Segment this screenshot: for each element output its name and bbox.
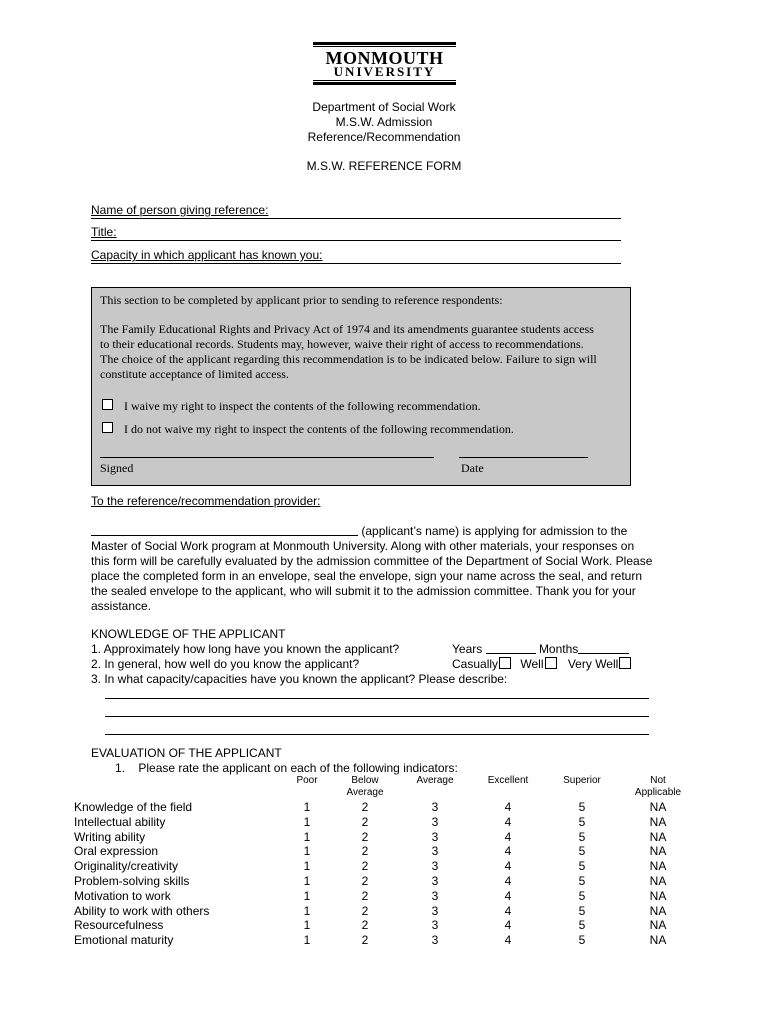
ferpa-paragraph <box>100 322 597 382</box>
rating-option[interactable]: NA <box>649 874 667 888</box>
waiver-section <box>91 287 631 486</box>
rating-option[interactable]: 1 <box>303 933 311 947</box>
signed-label: Signed <box>100 461 134 475</box>
provider-first-line <box>91 524 691 539</box>
rating-option[interactable]: 5 <box>578 933 586 947</box>
rating-row-label: Resourcefulness <box>74 918 164 932</box>
rating-option[interactable]: NA <box>649 918 667 932</box>
rating-option[interactable]: 5 <box>578 918 586 932</box>
rating-option[interactable]: 2 <box>361 815 369 829</box>
rating-row-label: Originality/creativity <box>74 859 179 873</box>
rating-option[interactable]: 4 <box>504 889 512 903</box>
rating-row-label: Writing ability <box>74 830 146 844</box>
ferpa-line: The Family Educational Rights and Privacy Act of 1974 and its amendments guarantee students access <box>100 322 594 336</box>
rating-option[interactable]: NA <box>649 859 667 873</box>
rating-option[interactable]: 5 <box>578 874 586 888</box>
rating-row-label: Oral expression <box>74 844 159 858</box>
capacity-field[interactable] <box>91 248 621 264</box>
rating-option[interactable]: 3 <box>431 889 439 903</box>
rating-option[interactable]: 3 <box>431 874 439 888</box>
rating-option[interactable]: 3 <box>431 815 439 829</box>
rating-option[interactable]: 3 <box>431 844 439 858</box>
reference-name-label: Name of person giving reference: <box>91 203 269 217</box>
rating-option[interactable]: 4 <box>504 844 512 858</box>
rating-option[interactable]: 4 <box>504 874 512 888</box>
capacity-answer-line[interactable] <box>105 734 649 735</box>
rating-option[interactable]: 5 <box>578 889 586 903</box>
rating-option[interactable]: 4 <box>504 933 512 947</box>
program-name: M.S.W. Admission <box>335 115 433 129</box>
column-header-average <box>405 775 465 787</box>
years-field[interactable] <box>486 642 536 654</box>
rating-option[interactable]: 4 <box>504 918 512 932</box>
rating-option[interactable]: 3 <box>431 859 439 873</box>
provider-line: this form will be carefully evaluated by the admission committee of the Department of Social Work. Please <box>91 554 653 568</box>
rating-option[interactable]: 1 <box>303 859 311 873</box>
rating-option[interactable]: 1 <box>303 889 311 903</box>
provider-line: the sealed envelope to the applicant, who will submit it to the admission committee. Thank you for your <box>91 584 636 598</box>
column-header-line: Below <box>351 775 379 786</box>
column-header-superior <box>552 775 612 787</box>
column-header-line: Applicable <box>634 787 682 798</box>
logo-line2: UNIVERSITY <box>333 64 436 79</box>
rating-option[interactable]: 1 <box>303 815 311 829</box>
familiarity-options <box>452 657 631 672</box>
rating-option[interactable]: 2 <box>361 918 369 932</box>
not-waive-option-label: I do not waive my right to inspect the contents of the following recommendation. <box>124 422 514 436</box>
very-well-checkbox[interactable] <box>619 657 631 669</box>
rating-option[interactable]: 1 <box>303 844 311 858</box>
column-header-line: Poor <box>296 775 318 786</box>
months-field[interactable] <box>578 642 629 654</box>
rating-option[interactable]: 2 <box>361 859 369 873</box>
university-logo <box>313 42 456 87</box>
well-checkbox[interactable] <box>545 657 557 669</box>
department-name: Department of Social Work <box>312 100 456 114</box>
rating-row-label: Emotional maturity <box>74 933 174 947</box>
applicant-name-field[interactable] <box>91 524 358 536</box>
rating-option[interactable]: 1 <box>303 874 311 888</box>
rating-option[interactable]: 2 <box>361 933 369 947</box>
rating-option[interactable]: 3 <box>431 918 439 932</box>
rating-row-label: Problem-solving skills <box>74 874 190 888</box>
rating-option[interactable]: NA <box>649 800 667 814</box>
rating-option[interactable]: 5 <box>578 815 586 829</box>
column-header-line: Excellent <box>487 775 529 786</box>
evaluation-heading: EVALUATION OF THE APPLICANT <box>91 746 282 760</box>
rating-option[interactable]: 1 <box>303 918 311 932</box>
column-header-excellent <box>478 775 538 787</box>
not-waive-checkbox[interactable] <box>102 422 113 433</box>
form-subtitle: Reference/Recommendation <box>307 130 461 144</box>
signature-line[interactable] <box>100 457 434 458</box>
evaluation-instruction: 1. Please rate the applicant on each of the following indicators: <box>115 761 458 775</box>
rating-option[interactable]: 3 <box>431 800 439 814</box>
rating-option[interactable]: NA <box>649 904 667 918</box>
rating-option[interactable]: 2 <box>361 874 369 888</box>
rating-row-label: Intellectual ability <box>74 815 166 829</box>
logo-line1: MONMOUTH <box>325 48 444 68</box>
logo-top-thin-bar <box>313 46 456 47</box>
waive-checkbox[interactable] <box>102 399 113 410</box>
rating-option[interactable]: 5 <box>578 859 586 873</box>
ferpa-line: to their educational records. Students may, however, waive their right of access to recommendations. <box>100 337 584 351</box>
rating-option[interactable]: 2 <box>361 904 369 918</box>
rating-option[interactable]: 5 <box>578 800 586 814</box>
rating-option[interactable]: 4 <box>504 815 512 829</box>
rating-option[interactable]: 5 <box>578 844 586 858</box>
provider-instructions <box>91 524 691 614</box>
casually-checkbox[interactable] <box>499 657 511 669</box>
logo-top-bar <box>313 42 456 45</box>
column-header-line: Not <box>650 775 666 786</box>
provider-line: assistance. <box>91 599 152 613</box>
rating-option[interactable]: 2 <box>361 889 369 903</box>
knowledge-heading: KNOWLEDGE OF THE APPLICANT <box>91 627 286 641</box>
waiver-intro: This section to be completed by applicant prior to sending to reference respondents: <box>100 293 503 307</box>
rating-option[interactable]: NA <box>649 830 667 844</box>
applicant-name-suffix: (applicant’s name) is applying for admission to the <box>361 524 628 538</box>
rating-option[interactable]: NA <box>649 889 667 903</box>
years-label: Years <box>452 642 483 656</box>
rating-option[interactable]: 3 <box>431 933 439 947</box>
column-header-below-average <box>335 775 395 799</box>
rating-option[interactable]: 1 <box>303 800 311 814</box>
rating-option[interactable]: 1 <box>303 830 311 844</box>
rating-option[interactable]: 4 <box>504 800 512 814</box>
form-title: M.S.W. REFERENCE FORM <box>306 159 462 173</box>
not-waive-option[interactable] <box>102 422 514 437</box>
capacity-answer-line[interactable] <box>105 716 649 717</box>
rating-row-label: Motivation to work <box>74 889 171 903</box>
column-header-line: Superior <box>563 775 601 786</box>
rating-option[interactable]: 2 <box>361 830 369 844</box>
rating-option[interactable]: NA <box>649 815 667 829</box>
rating-option[interactable]: 2 <box>361 800 369 814</box>
column-header-not-applicable <box>628 775 688 799</box>
months-label: Months <box>538 642 579 656</box>
provider-line: place the completed form in an envelope, seal the envelope, sign your name across the seal, and return <box>91 569 642 583</box>
reference-title-field[interactable] <box>91 225 621 241</box>
rating-row-label: Ability to work with others <box>74 904 210 918</box>
rating-option[interactable]: NA <box>649 933 667 947</box>
provider-heading: To the reference/recommendation provider: <box>91 494 321 508</box>
logo-bottom-thin-bar <box>313 80 456 81</box>
rating-option[interactable]: 5 <box>578 830 586 844</box>
question-capacity: 3. In what capacity/capacities have you known the applicant? Please describe: <box>91 672 508 686</box>
rating-option[interactable]: 2 <box>361 844 369 858</box>
casually-label: Casually <box>452 657 499 671</box>
column-header-line: Average <box>346 787 384 798</box>
question-familiarity: 2. In general, how well do you know the applicant? <box>91 657 360 671</box>
rating-option[interactable]: 3 <box>431 830 439 844</box>
reference-name-field[interactable] <box>91 203 621 219</box>
logo-bottom-bar <box>313 82 456 85</box>
capacity-label: Capacity in which applicant has known you: <box>91 248 323 262</box>
rating-option[interactable]: 4 <box>504 830 512 844</box>
reference-title-label: Title: <box>91 225 117 239</box>
capacity-answer-line[interactable] <box>105 698 649 699</box>
ferpa-line: constitute acceptance of limited access. <box>100 367 289 381</box>
provider-line: Master of Social Work program at Monmouth University. Along with other materials, your responses on <box>91 539 635 553</box>
column-header-line: Average <box>416 775 454 786</box>
rating-option[interactable]: 4 <box>504 859 512 873</box>
rating-option[interactable]: 5 <box>578 904 586 918</box>
rating-row-label: Knowledge of the field <box>74 800 193 814</box>
well-label: Well <box>520 657 544 671</box>
rating-option[interactable]: 1 <box>303 904 311 918</box>
duration-answer <box>452 642 629 657</box>
rating-option[interactable]: 4 <box>504 904 512 918</box>
ferpa-line: The choice of the applicant regarding this recommendation is to be indicated below. Failure to sign will <box>100 352 597 366</box>
date-line[interactable] <box>459 457 588 458</box>
waive-option[interactable] <box>102 399 481 414</box>
very-well-label: Very Well <box>567 657 619 671</box>
rating-option[interactable]: NA <box>649 844 667 858</box>
date-label: Date <box>461 461 484 475</box>
rating-option[interactable]: 3 <box>431 904 439 918</box>
column-header-poor <box>277 775 337 787</box>
question-duration: 1. Approximately how long have you known the applicant? <box>91 642 400 656</box>
waive-option-label: I waive my right to inspect the contents of the following recommendation. <box>124 399 481 413</box>
